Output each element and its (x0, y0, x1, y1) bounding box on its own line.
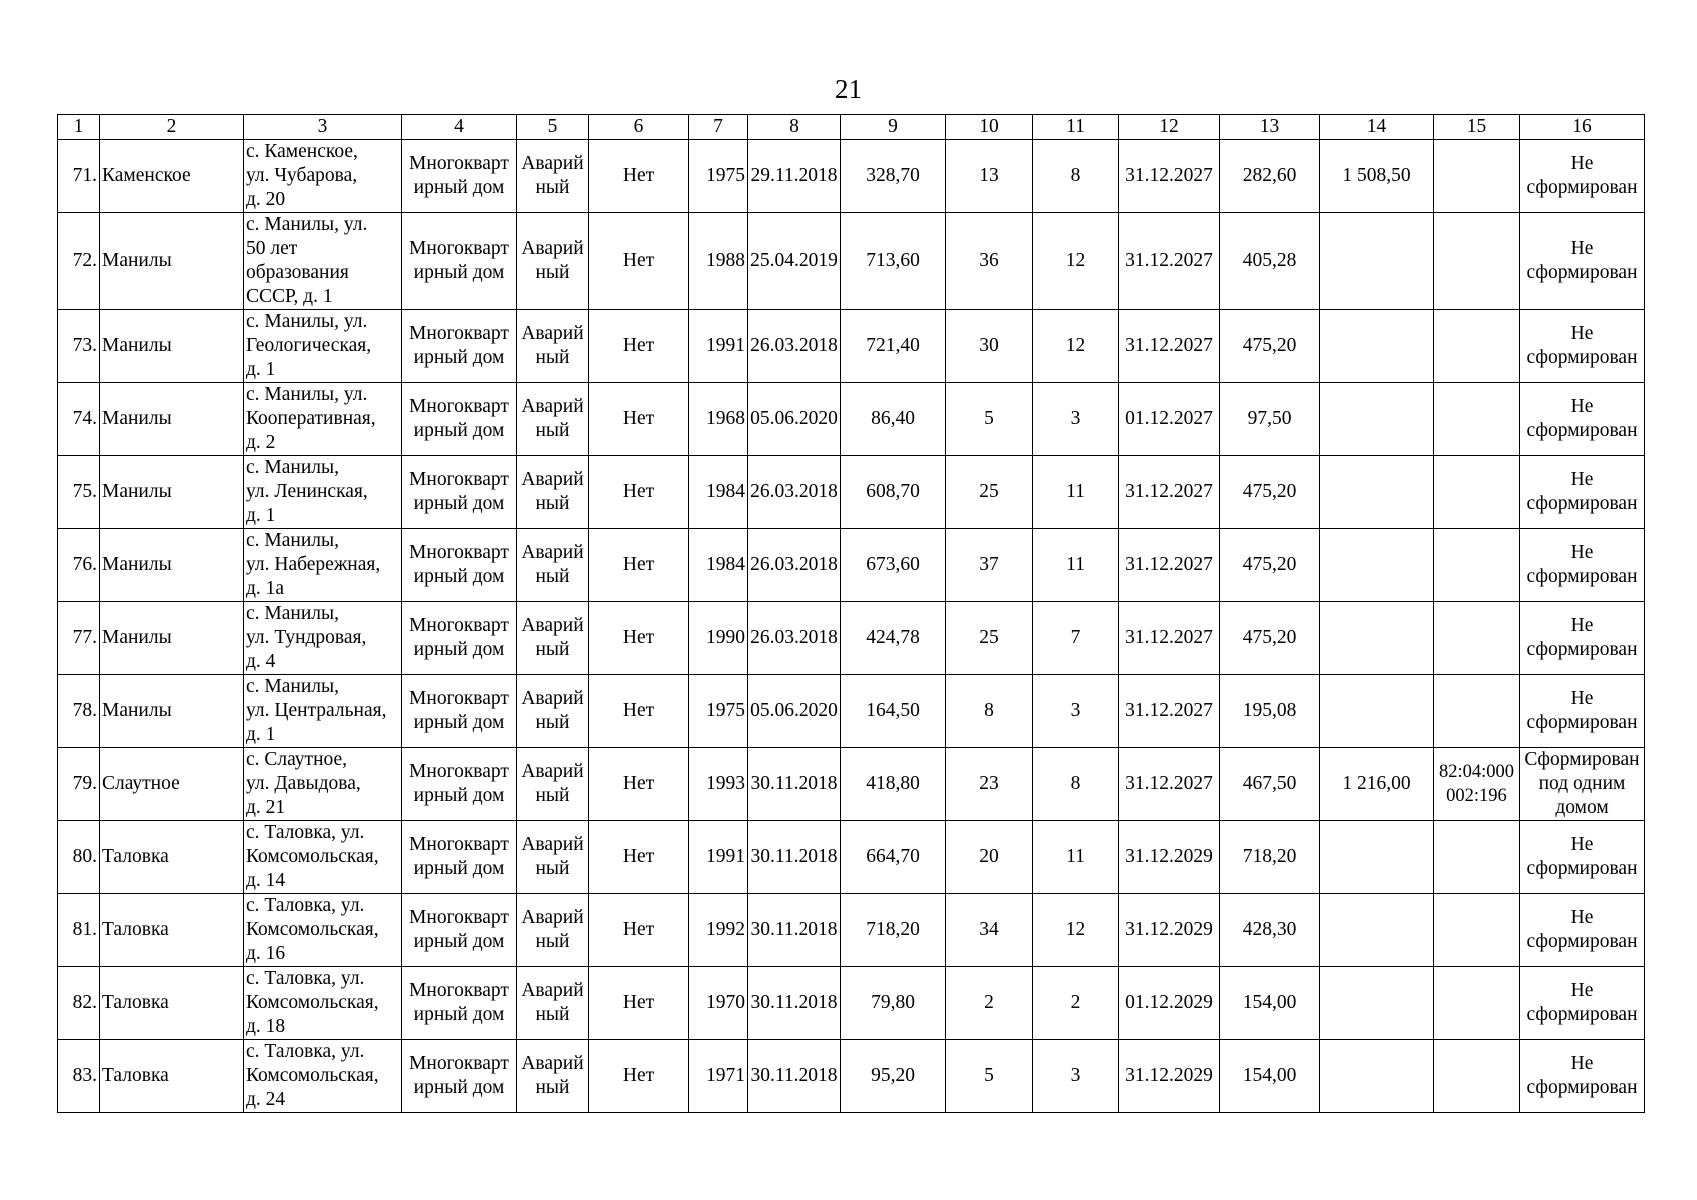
residents-cell: 34 (946, 894, 1033, 967)
cadastral-number-cell (1434, 140, 1520, 213)
column-number-header: 14 (1320, 115, 1434, 140)
total-area-cell: 418,80 (841, 748, 946, 821)
land-status-cell: Не сформирован (1520, 140, 1645, 213)
flag-cell: Нет (589, 967, 689, 1040)
flag-cell: Нет (589, 383, 689, 456)
flag-cell: Нет (589, 1040, 689, 1113)
year-built-cell: 1990 (689, 602, 748, 675)
land-status-cell: Не сформирован (1520, 456, 1645, 529)
year-built-cell: 1991 (689, 310, 748, 383)
column-number-header: 16 (1520, 115, 1645, 140)
resettlement-deadline-cell: 31.12.2027 (1119, 602, 1220, 675)
table-row (58, 1040, 1645, 1113)
recognition-date-cell: 26.03.2018 (748, 310, 841, 383)
flag-cell: Нет (589, 310, 689, 383)
residents-cell: 36 (946, 213, 1033, 310)
apartments-cell: 2 (1033, 967, 1119, 1040)
building-type-cell: Многокварт ирный дом (402, 675, 517, 748)
row-number-cell: 79. (58, 748, 100, 821)
building-type-cell: Многокварт ирный дом (402, 602, 517, 675)
condition-cell: Аварий ный (517, 529, 589, 602)
cadastral-number-cell: 82:04:000 002:196 (1434, 748, 1520, 821)
building-type-cell: Многокварт ирный дом (402, 821, 517, 894)
resettlement-deadline-cell: 31.12.2027 (1119, 456, 1220, 529)
land-status-cell: Не сформирован (1520, 967, 1645, 1040)
residents-cell: 25 (946, 456, 1033, 529)
cadastral-number-cell (1434, 213, 1520, 310)
cadastral-number-cell (1434, 894, 1520, 967)
column-number-header: 8 (748, 115, 841, 140)
settlement-cell: Таловка (100, 1040, 244, 1113)
table-row (58, 140, 1645, 213)
flag-cell: Нет (589, 602, 689, 675)
column-number-header: 7 (689, 115, 748, 140)
row-number-cell: 80. (58, 821, 100, 894)
building-type-cell: Многокварт ирный дом (402, 140, 517, 213)
recognition-date-cell: 25.04.2019 (748, 213, 841, 310)
cadastral-number-cell (1434, 1040, 1520, 1113)
table-row (58, 894, 1645, 967)
resettled-area-cell: 475,20 (1220, 456, 1320, 529)
condition-cell: Аварий ный (517, 675, 589, 748)
apartments-cell: 11 (1033, 821, 1119, 894)
row-number-cell: 72. (58, 213, 100, 310)
apartments-cell: 8 (1033, 748, 1119, 821)
settlement-cell: Таловка (100, 821, 244, 894)
table-row (58, 529, 1645, 602)
condition-cell: Аварий ный (517, 1040, 589, 1113)
flag-cell: Нет (589, 675, 689, 748)
land-area-cell: 1 216,00 (1320, 748, 1434, 821)
address-cell: с. Манилы, ул. 50 лет образования СССР, д. 1 (244, 213, 402, 310)
address-cell: с. Таловка, ул. Комсомольская, д. 14 (244, 821, 402, 894)
apartments-cell: 11 (1033, 456, 1119, 529)
flag-cell: Нет (589, 748, 689, 821)
land-area-cell (1320, 967, 1434, 1040)
land-status-cell: Сформирован под одним домом (1520, 748, 1645, 821)
address-cell: с. Слаутное, ул. Давыдова, д. 21 (244, 748, 402, 821)
land-area-cell (1320, 1040, 1434, 1113)
year-built-cell: 1968 (689, 383, 748, 456)
recognition-date-cell: 30.11.2018 (748, 894, 841, 967)
table-row (58, 675, 1645, 748)
column-number-header: 11 (1033, 115, 1119, 140)
residents-cell: 5 (946, 383, 1033, 456)
address-cell: с. Манилы, ул. Центральная, д. 1 (244, 675, 402, 748)
residents-cell: 5 (946, 1040, 1033, 1113)
resettlement-deadline-cell: 31.12.2027 (1119, 310, 1220, 383)
recognition-date-cell: 26.03.2018 (748, 529, 841, 602)
settlement-cell: Манилы (100, 675, 244, 748)
column-number-header: 5 (517, 115, 589, 140)
land-area-cell (1320, 602, 1434, 675)
cadastral-number-cell (1434, 675, 1520, 748)
cadastral-number-cell (1434, 456, 1520, 529)
address-cell: с. Каменское, ул. Чубарова, д. 20 (244, 140, 402, 213)
recognition-date-cell: 05.06.2020 (748, 675, 841, 748)
residents-cell: 2 (946, 967, 1033, 1040)
column-number-header: 1 (58, 115, 100, 140)
resettled-area-cell: 154,00 (1220, 1040, 1320, 1113)
condition-cell: Аварий ный (517, 748, 589, 821)
land-status-cell: Не сформирован (1520, 675, 1645, 748)
building-type-cell: Многокварт ирный дом (402, 894, 517, 967)
address-cell: с. Манилы, ул. Геологическая, д. 1 (244, 310, 402, 383)
building-type-cell: Многокварт ирный дом (402, 748, 517, 821)
column-number-header: 10 (946, 115, 1033, 140)
apartments-cell: 3 (1033, 1040, 1119, 1113)
resettled-area-cell: 475,20 (1220, 529, 1320, 602)
total-area-cell: 328,70 (841, 140, 946, 213)
building-type-cell: Многокварт ирный дом (402, 383, 517, 456)
year-built-cell: 1984 (689, 456, 748, 529)
year-built-cell: 1984 (689, 529, 748, 602)
building-type-cell: Многокварт ирный дом (402, 456, 517, 529)
apartments-cell: 7 (1033, 602, 1119, 675)
column-number-row (58, 115, 1645, 140)
condition-cell: Аварий ный (517, 821, 589, 894)
year-built-cell: 1970 (689, 967, 748, 1040)
apartments-cell: 12 (1033, 213, 1119, 310)
apartments-cell: 3 (1033, 675, 1119, 748)
cadastral-number-cell (1434, 529, 1520, 602)
column-number-header: 12 (1119, 115, 1220, 140)
residents-cell: 23 (946, 748, 1033, 821)
resettled-area-cell: 195,08 (1220, 675, 1320, 748)
flag-cell: Нет (589, 140, 689, 213)
settlement-cell: Таловка (100, 967, 244, 1040)
year-built-cell: 1975 (689, 140, 748, 213)
column-number-header: 3 (244, 115, 402, 140)
flag-cell: Нет (589, 821, 689, 894)
column-number-header: 15 (1434, 115, 1520, 140)
table-row (58, 456, 1645, 529)
building-type-cell: Многокварт ирный дом (402, 967, 517, 1040)
total-area-cell: 721,40 (841, 310, 946, 383)
row-number-cell: 73. (58, 310, 100, 383)
year-built-cell: 1991 (689, 821, 748, 894)
column-number-header: 9 (841, 115, 946, 140)
row-number-cell: 75. (58, 456, 100, 529)
cadastral-number-cell (1434, 383, 1520, 456)
year-built-cell: 1975 (689, 675, 748, 748)
land-status-cell: Не сформирован (1520, 821, 1645, 894)
table-row (58, 748, 1645, 821)
total-area-cell: 608,70 (841, 456, 946, 529)
address-cell: с. Таловка, ул. Комсомольская, д. 18 (244, 967, 402, 1040)
apartments-cell: 3 (1033, 383, 1119, 456)
total-area-cell: 718,20 (841, 894, 946, 967)
row-number-cell: 78. (58, 675, 100, 748)
address-cell: с. Таловка, ул. Комсомольская, д. 16 (244, 894, 402, 967)
year-built-cell: 1971 (689, 1040, 748, 1113)
residents-cell: 8 (946, 675, 1033, 748)
flag-cell: Нет (589, 894, 689, 967)
cadastral-number-cell (1434, 821, 1520, 894)
resettlement-deadline-cell: 31.12.2029 (1119, 894, 1220, 967)
land-area-cell (1320, 894, 1434, 967)
address-cell: с. Манилы, ул. Кооперативная, д. 2 (244, 383, 402, 456)
apartments-cell: 11 (1033, 529, 1119, 602)
row-number-cell: 82. (58, 967, 100, 1040)
settlement-cell: Манилы (100, 456, 244, 529)
column-number-header: 4 (402, 115, 517, 140)
flag-cell: Нет (589, 213, 689, 310)
total-area-cell: 95,20 (841, 1040, 946, 1113)
resettled-area-cell: 428,30 (1220, 894, 1320, 967)
building-type-cell: Многокварт ирный дом (402, 1040, 517, 1113)
settlement-cell: Манилы (100, 602, 244, 675)
address-cell: с. Таловка, ул. Комсомольская, д. 24 (244, 1040, 402, 1113)
total-area-cell: 713,60 (841, 213, 946, 310)
land-area-cell (1320, 675, 1434, 748)
total-area-cell: 86,40 (841, 383, 946, 456)
land-area-cell: 1 508,50 (1320, 140, 1434, 213)
total-area-cell: 424,78 (841, 602, 946, 675)
land-status-cell: Не сформирован (1520, 213, 1645, 310)
flag-cell: Нет (589, 456, 689, 529)
row-number-cell: 71. (58, 140, 100, 213)
address-cell: с. Манилы, ул. Набережная, д. 1а (244, 529, 402, 602)
resettlement-deadline-cell: 31.12.2027 (1119, 140, 1220, 213)
table-row (58, 821, 1645, 894)
condition-cell: Аварий ный (517, 140, 589, 213)
year-built-cell: 1988 (689, 213, 748, 310)
table-row (58, 383, 1645, 456)
table-row (58, 213, 1645, 310)
condition-cell: Аварий ный (517, 383, 589, 456)
column-number-header: 6 (589, 115, 689, 140)
apartments-cell: 8 (1033, 140, 1119, 213)
resettlement-deadline-cell: 01.12.2027 (1119, 383, 1220, 456)
row-number-cell: 76. (58, 529, 100, 602)
recognition-date-cell: 29.11.2018 (748, 140, 841, 213)
building-type-cell: Многокварт ирный дом (402, 529, 517, 602)
resettled-area-cell: 475,20 (1220, 602, 1320, 675)
land-status-cell: Не сформирован (1520, 310, 1645, 383)
resettled-area-cell: 154,00 (1220, 967, 1320, 1040)
total-area-cell: 673,60 (841, 529, 946, 602)
resettled-area-cell: 718,20 (1220, 821, 1320, 894)
recognition-date-cell: 26.03.2018 (748, 456, 841, 529)
cadastral-number-cell (1434, 967, 1520, 1040)
residents-cell: 20 (946, 821, 1033, 894)
land-status-cell: Не сформирован (1520, 529, 1645, 602)
land-area-cell (1320, 529, 1434, 602)
residents-cell: 30 (946, 310, 1033, 383)
settlement-cell: Манилы (100, 213, 244, 310)
year-built-cell: 1992 (689, 894, 748, 967)
resettled-area-cell: 467,50 (1220, 748, 1320, 821)
address-cell: с. Манилы, ул. Тундровая, д. 4 (244, 602, 402, 675)
condition-cell: Аварий ный (517, 602, 589, 675)
resettlement-deadline-cell: 31.12.2029 (1119, 821, 1220, 894)
recognition-date-cell: 05.06.2020 (748, 383, 841, 456)
settlement-cell: Каменское (100, 140, 244, 213)
total-area-cell: 164,50 (841, 675, 946, 748)
condition-cell: Аварий ный (517, 894, 589, 967)
apartments-cell: 12 (1033, 310, 1119, 383)
recognition-date-cell: 30.11.2018 (748, 821, 841, 894)
land-status-cell: Не сформирован (1520, 602, 1645, 675)
apartments-cell: 12 (1033, 894, 1119, 967)
land-status-cell: Не сформирован (1520, 894, 1645, 967)
building-type-cell: Многокварт ирный дом (402, 310, 517, 383)
residents-cell: 25 (946, 602, 1033, 675)
resettled-area-cell: 475,20 (1220, 310, 1320, 383)
condition-cell: Аварий ный (517, 967, 589, 1040)
settlement-cell: Слаутное (100, 748, 244, 821)
resettled-area-cell: 405,28 (1220, 213, 1320, 310)
table-row (58, 310, 1645, 383)
total-area-cell: 664,70 (841, 821, 946, 894)
recognition-date-cell: 30.11.2018 (748, 748, 841, 821)
flag-cell: Нет (589, 529, 689, 602)
resettlement-deadline-cell: 31.12.2027 (1119, 213, 1220, 310)
resettled-area-cell: 282,60 (1220, 140, 1320, 213)
land-area-cell (1320, 383, 1434, 456)
resettlement-deadline-cell: 01.12.2029 (1119, 967, 1220, 1040)
address-cell: с. Манилы, ул. Ленинская, д. 1 (244, 456, 402, 529)
recognition-date-cell: 30.11.2018 (748, 967, 841, 1040)
condition-cell: Аварий ный (517, 213, 589, 310)
resettlement-deadline-cell: 31.12.2027 (1119, 675, 1220, 748)
land-area-cell (1320, 456, 1434, 529)
table-row (58, 967, 1645, 1040)
row-number-cell: 81. (58, 894, 100, 967)
resettlement-deadline-cell: 31.12.2027 (1119, 748, 1220, 821)
row-number-cell: 77. (58, 602, 100, 675)
settlement-cell: Манилы (100, 310, 244, 383)
table-row (58, 602, 1645, 675)
row-number-cell: 83. (58, 1040, 100, 1113)
page-number: 21 (835, 74, 862, 104)
recognition-date-cell: 26.03.2018 (748, 602, 841, 675)
land-area-cell (1320, 310, 1434, 383)
cadastral-number-cell (1434, 602, 1520, 675)
resettlement-deadline-cell: 31.12.2029 (1119, 1040, 1220, 1113)
settlement-cell: Манилы (100, 529, 244, 602)
land-status-cell: Не сформирован (1520, 1040, 1645, 1113)
resettled-area-cell: 97,50 (1220, 383, 1320, 456)
housing-registry-table (57, 114, 1645, 1113)
condition-cell: Аварий ный (517, 310, 589, 383)
residents-cell: 13 (946, 140, 1033, 213)
total-area-cell: 79,80 (841, 967, 946, 1040)
resettlement-deadline-cell: 31.12.2027 (1119, 529, 1220, 602)
cadastral-number-cell (1434, 310, 1520, 383)
condition-cell: Аварий ный (517, 456, 589, 529)
residents-cell: 37 (946, 529, 1033, 602)
land-area-cell (1320, 821, 1434, 894)
building-type-cell: Многокварт ирный дом (402, 213, 517, 310)
land-status-cell: Не сформирован (1520, 383, 1645, 456)
year-built-cell: 1993 (689, 748, 748, 821)
recognition-date-cell: 30.11.2018 (748, 1040, 841, 1113)
row-number-cell: 74. (58, 383, 100, 456)
column-number-header: 2 (100, 115, 244, 140)
settlement-cell: Манилы (100, 383, 244, 456)
land-area-cell (1320, 213, 1434, 310)
settlement-cell: Таловка (100, 894, 244, 967)
column-number-header: 13 (1220, 115, 1320, 140)
